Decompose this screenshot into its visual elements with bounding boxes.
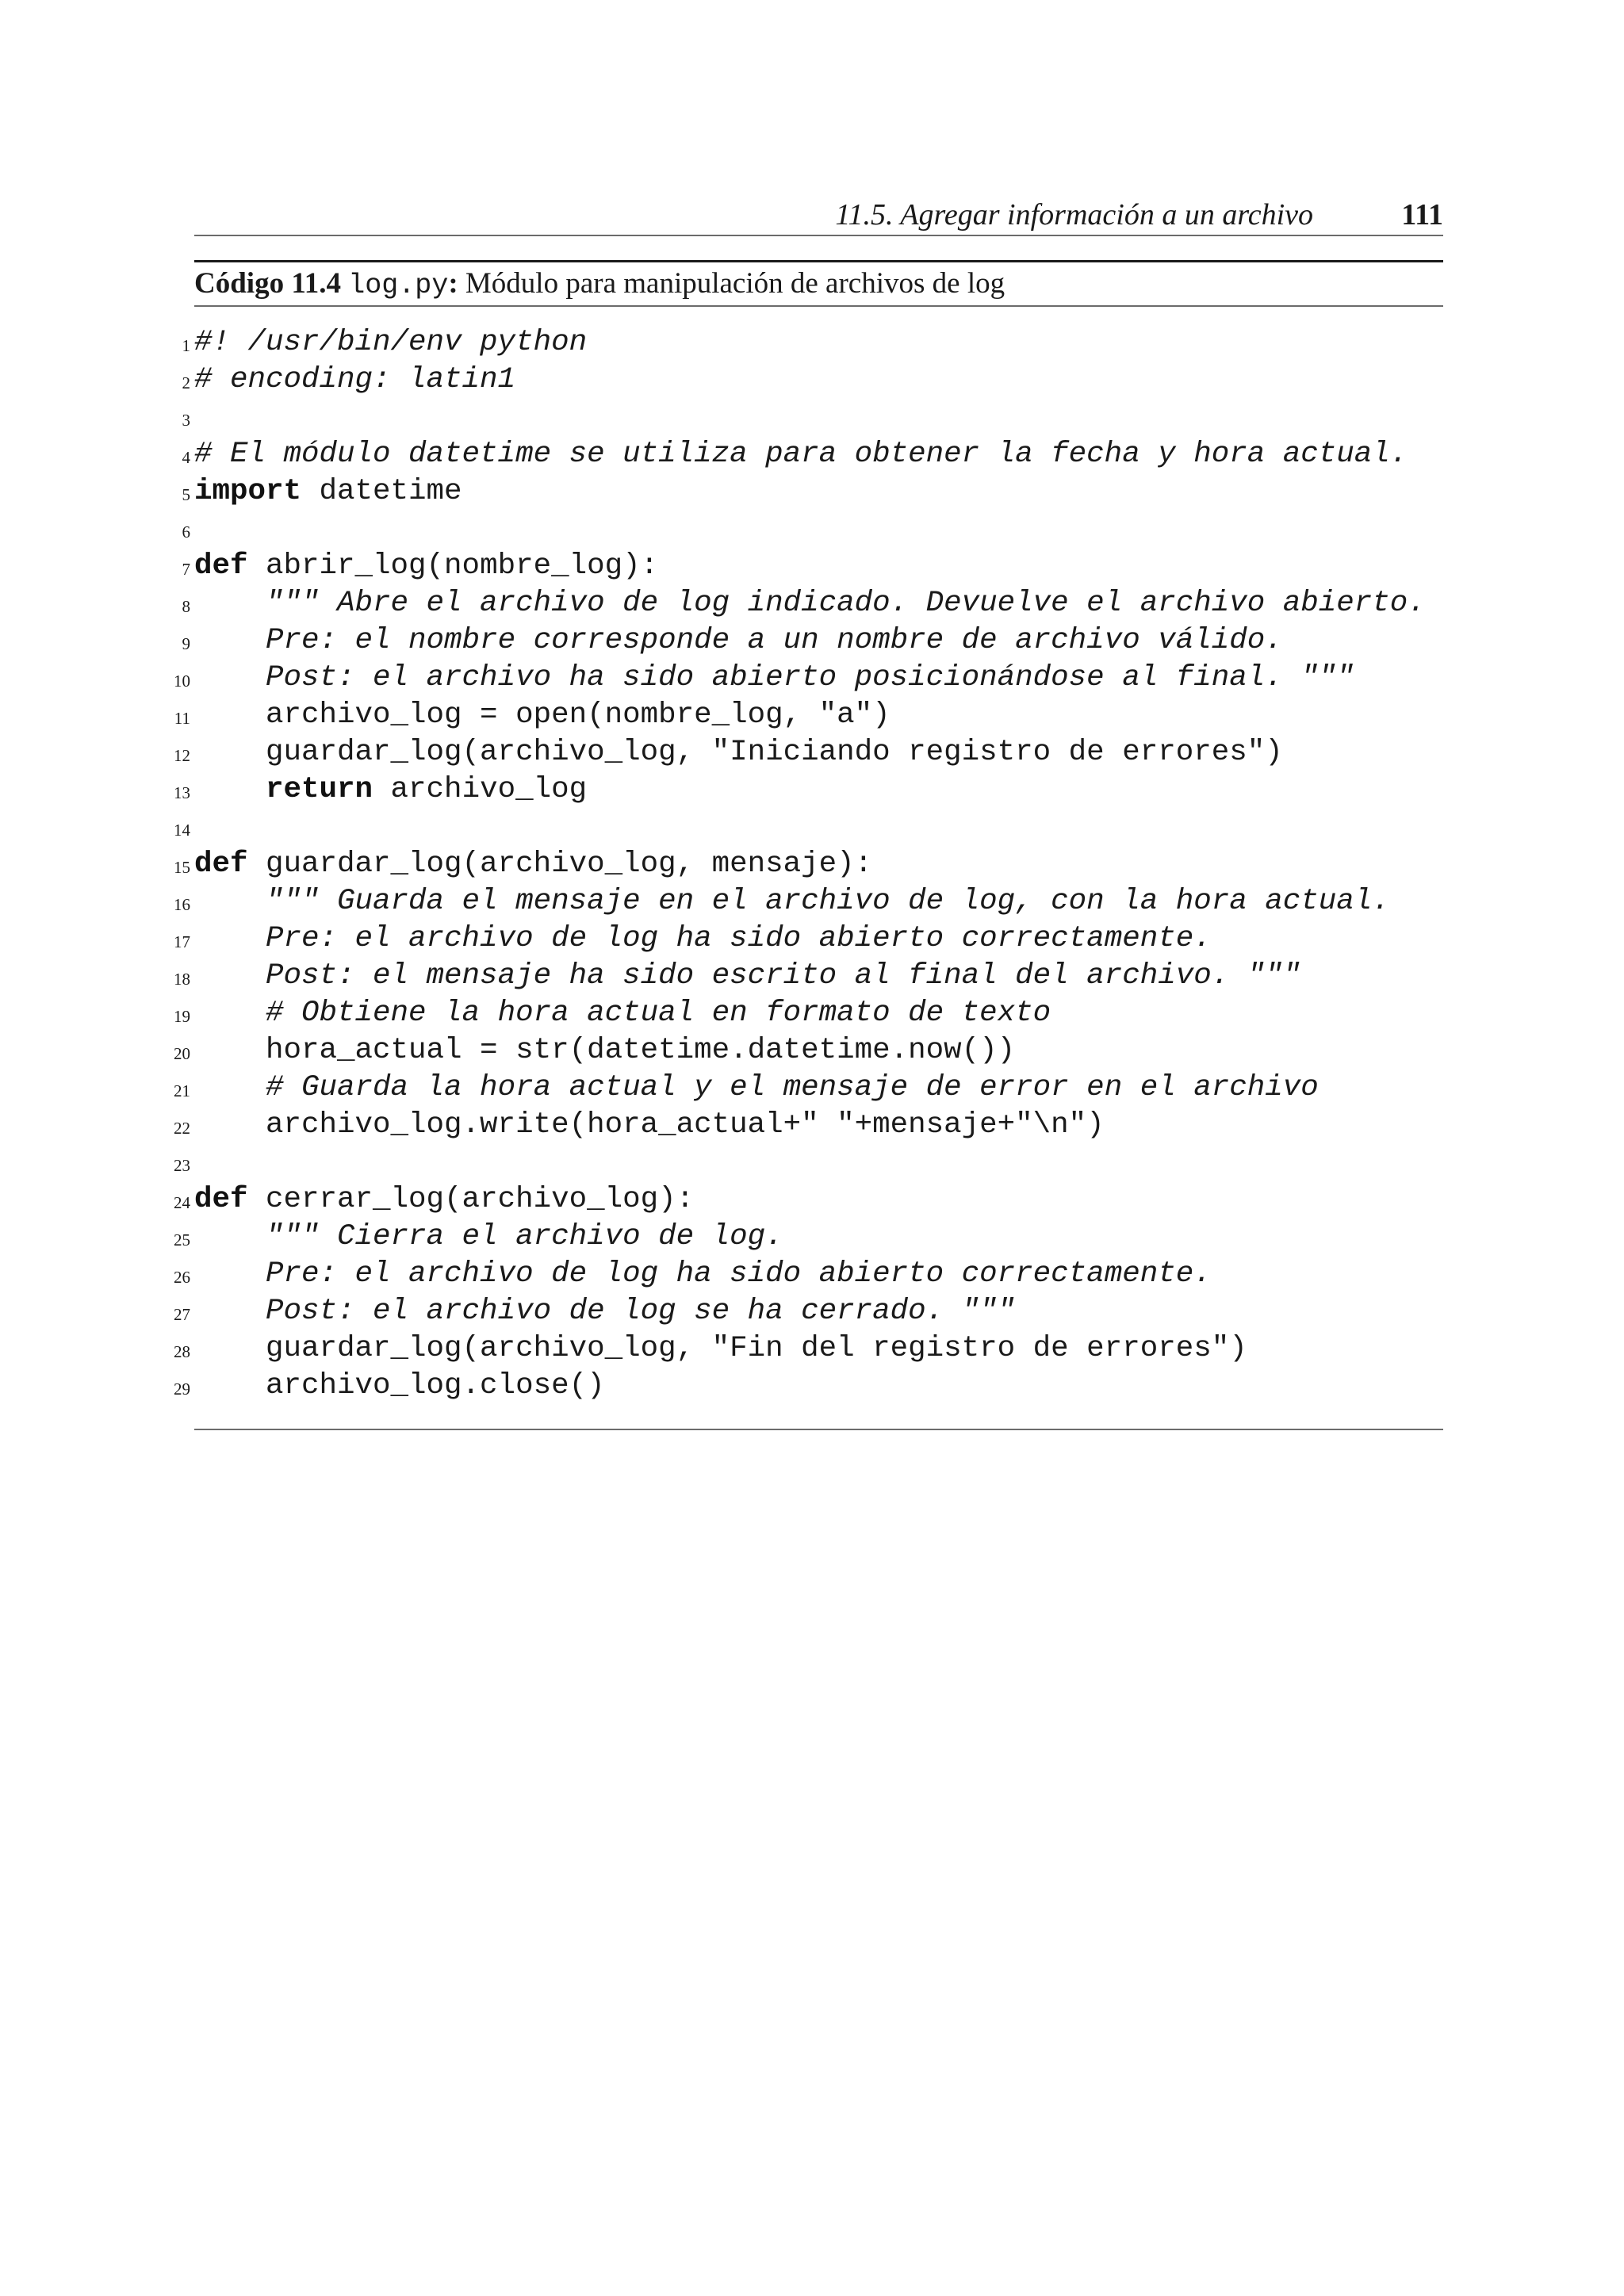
page-header (194, 195, 1443, 236)
code-line (182, 362, 1443, 399)
line-number: 28 (174, 1342, 190, 1361)
code-line (174, 1256, 1443, 1293)
line-number: 24 (174, 1193, 190, 1212)
line-text (194, 771, 587, 809)
line-number: 11 (174, 709, 190, 728)
code-line (174, 1219, 1443, 1256)
code-token: datetime (301, 475, 462, 508)
line-text (194, 920, 1212, 958)
line-number: 22 (174, 1119, 190, 1138)
running-title: 11.5. Agregar información a un archivo (835, 198, 1313, 232)
code-line (174, 809, 1443, 846)
code-comment: # El módulo datetime se utiliza para obtener la fecha y hora actual. (194, 438, 1408, 471)
line-number: 18 (174, 970, 190, 989)
code-token: abrir_log(nombre_log): (247, 549, 659, 583)
caption-label: Código 11.4 (194, 267, 342, 300)
code-line (174, 1293, 1443, 1330)
line-text (194, 883, 1390, 920)
code-comment: Pre: el archivo de log ha sido abierto correctamente. (266, 1257, 1212, 1291)
code-token: archivo_log.write(hora_actual+" "+mensaje+"\n") (194, 1108, 1105, 1142)
caption-colon: : (448, 267, 458, 300)
code-token (194, 1257, 266, 1291)
line-number: 21 (174, 1081, 190, 1100)
code-line (174, 920, 1443, 958)
line-number: 3 (182, 411, 190, 430)
code-token (194, 922, 266, 955)
code-token (194, 1220, 266, 1253)
code-line (182, 511, 1443, 548)
listing-caption (194, 262, 1443, 307)
code-line (174, 1144, 1443, 1181)
code-line (174, 883, 1443, 920)
code-token (194, 1071, 266, 1104)
line-number: 2 (182, 373, 190, 392)
line-number: 6 (182, 522, 190, 541)
line-text (194, 1368, 605, 1405)
line-text (194, 1107, 1105, 1144)
code-keyword: return (266, 773, 373, 806)
line-text (194, 995, 1051, 1032)
line-number: 10 (174, 672, 190, 691)
line-text (194, 324, 587, 362)
code-line (182, 473, 1443, 511)
code-token: guardar_log(archivo_log, "Fin del registro de errores") (194, 1332, 1247, 1365)
code-comment: Pre: el archivo de log ha sido abierto correctamente. (266, 922, 1212, 955)
code-token (194, 885, 266, 918)
code-comment: Post: el archivo de log se ha cerrado. """ (266, 1295, 1016, 1328)
line-text (194, 1330, 1247, 1368)
line-number: 23 (174, 1156, 190, 1175)
code-line (182, 622, 1443, 660)
code-token: guardar_log(archivo_log, mensaje): (247, 848, 873, 881)
line-text (194, 548, 658, 585)
line-text (194, 697, 891, 734)
line-number: 20 (174, 1044, 190, 1063)
code-token: archivo_log (373, 773, 588, 806)
line-text (194, 1032, 1015, 1070)
code-line (182, 548, 1443, 585)
code-comment: # encoding: latin1 (194, 363, 516, 396)
line-number: 17 (174, 932, 190, 951)
code-line (182, 399, 1443, 436)
code-line (182, 324, 1443, 362)
line-text (194, 585, 1426, 622)
code-comment: """ Cierra el archivo de log. (266, 1220, 783, 1253)
code-token: archivo_log = open(nombre_log, "a") (194, 698, 891, 732)
line-text (194, 1181, 694, 1219)
line-number: 29 (174, 1380, 190, 1399)
code-token (194, 661, 266, 695)
code-block (174, 324, 1443, 1405)
code-comment: """ Abre el archivo de log indicado. Devuelve el archivo abierto. (266, 587, 1426, 620)
code-line (174, 771, 1443, 809)
code-token: guardar_log(archivo_log, "Iniciando registro de errores") (194, 736, 1283, 769)
caption-text: Módulo para manipulación de archivos de log (458, 267, 1005, 300)
line-number: 4 (182, 448, 190, 467)
line-number: 12 (174, 746, 190, 765)
code-keyword: def (194, 848, 248, 881)
line-text (194, 958, 1300, 995)
line-number: 7 (182, 560, 190, 579)
code-token (194, 587, 266, 620)
page-number: 111 (1401, 198, 1443, 232)
code-line (174, 1330, 1443, 1368)
line-number: 26 (174, 1268, 190, 1287)
code-comment: # Guarda la hora actual y el mensaje de error en el archivo (266, 1071, 1319, 1104)
code-token: hora_actual = str(datetime.datetime.now()) (194, 1034, 1016, 1067)
code-line (174, 995, 1443, 1032)
line-text (194, 436, 1408, 473)
code-keyword: def (194, 1183, 248, 1216)
code-line (174, 1107, 1443, 1144)
line-text (194, 362, 515, 399)
line-number: 9 (182, 634, 190, 653)
listing-bottom-rule (194, 1429, 1443, 1430)
line-text (194, 1293, 1015, 1330)
code-token: cerrar_log(archivo_log): (247, 1183, 695, 1216)
line-text (194, 1256, 1212, 1293)
code-comment: #! /usr/bin/env python (194, 326, 588, 359)
code-keyword: import (194, 475, 302, 508)
code-line (174, 846, 1443, 883)
code-line (174, 1181, 1443, 1219)
line-number: 25 (174, 1230, 190, 1249)
line-text (194, 622, 1283, 660)
line-number: 14 (174, 821, 190, 840)
code-listing (174, 260, 1443, 1405)
code-comment: Post: el mensaje ha sido escrito al final del archivo. """ (266, 959, 1301, 993)
code-line (174, 1368, 1443, 1405)
line-text (194, 1219, 783, 1256)
line-text (194, 734, 1283, 771)
code-comment: Pre: el nombre corresponde a un nombre de archivo válido. (266, 624, 1283, 657)
line-number: 19 (174, 1007, 190, 1026)
line-text (194, 1070, 1319, 1107)
code-token: archivo_log.close() (194, 1369, 605, 1402)
code-line (174, 1070, 1443, 1107)
code-token (194, 624, 266, 657)
line-number: 15 (174, 858, 190, 877)
code-token (194, 773, 266, 806)
line-text (194, 473, 462, 511)
line-number: 16 (174, 895, 190, 914)
line-text (194, 846, 872, 883)
line-number: 8 (182, 597, 190, 616)
code-comment: # Obtiene la hora actual en formato de texto (266, 997, 1051, 1030)
code-line (174, 1032, 1443, 1070)
code-comment: """ Guarda el mensaje en el archivo de log, con la hora actual. (266, 885, 1390, 918)
line-number: 1 (182, 336, 190, 355)
code-line (174, 660, 1443, 697)
code-line (174, 734, 1443, 771)
code-comment: Post: el archivo ha sido abierto posicionándose al final. """ (266, 661, 1354, 695)
caption-filename: log.py (348, 270, 449, 301)
code-token (194, 997, 266, 1030)
code-line (182, 585, 1443, 622)
code-line (174, 958, 1443, 995)
code-token (194, 1295, 266, 1328)
line-number: 27 (174, 1305, 190, 1324)
code-line (182, 436, 1443, 473)
code-keyword: def (194, 549, 248, 583)
line-text (194, 660, 1354, 697)
code-token (194, 959, 266, 993)
code-line (174, 697, 1443, 734)
line-number: 5 (182, 485, 190, 504)
line-number: 13 (174, 783, 190, 802)
